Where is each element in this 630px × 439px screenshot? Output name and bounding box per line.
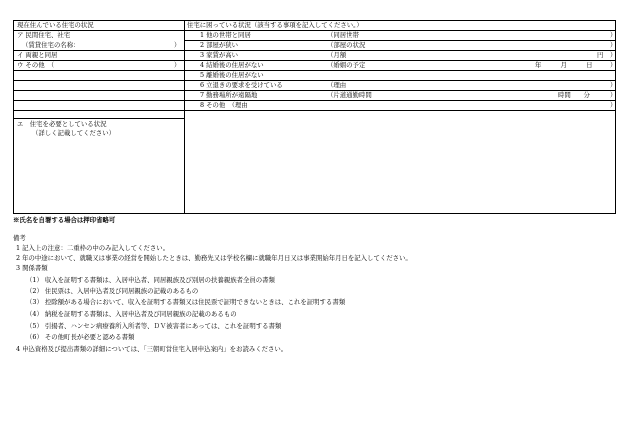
trouble-label-8: 8 その他 （理由 bbox=[200, 101, 248, 109]
trouble-field-2: （部屋の状況 bbox=[327, 41, 366, 49]
left-blank-row-1[interactable] bbox=[14, 71, 184, 81]
trouble-label-3: 3 家賃が高い bbox=[200, 51, 239, 59]
remark-line: （4） 納税を証明する書類は、入居申込者及び同居親族の記載のあるもの bbox=[26, 310, 237, 318]
trouble-unit-3: 円 bbox=[597, 51, 604, 59]
trouble-close-8: ） bbox=[610, 101, 617, 109]
trouble-field-1: （同居世帯 bbox=[327, 31, 359, 39]
left-blank-row-5[interactable] bbox=[14, 111, 184, 119]
remarks-title: 備考 bbox=[13, 234, 26, 242]
rental-name-label: （賃貸住宅の名称： bbox=[22, 41, 80, 49]
signature-note: ※氏名を自署する場合は押印省略可 bbox=[13, 216, 116, 224]
housing-trouble-header: 住宅に困っている状況（該当する事項を記入してください。） bbox=[187, 21, 363, 29]
trouble-close-2: ） bbox=[610, 41, 617, 49]
trouble-close-6: ） bbox=[610, 81, 617, 89]
trouble-row-2[interactable] bbox=[184, 41, 615, 51]
remark-line: （5） 引揚者、ハンセン病療養所入所者等、ＤＶ被害者にあっては、これを証明する書類 bbox=[26, 322, 282, 330]
other-housing-label: ウ その他 （ bbox=[17, 61, 55, 69]
remark-line: （6） その他町長が必要と認める書類 bbox=[26, 333, 135, 341]
trouble-row-5[interactable] bbox=[184, 71, 615, 81]
remark-line: 4 申込資格及び提出書類の詳細については、「三朝町営住宅入居申込案内」をお読みください。 bbox=[16, 345, 288, 353]
remark-line: （2） 住民票は、入居申込者及び同居親族の記載のあるもの bbox=[26, 287, 199, 295]
current-housing-column bbox=[14, 21, 185, 213]
housing-trouble-column bbox=[184, 21, 615, 213]
left-header-row bbox=[14, 21, 184, 31]
with-parents-row[interactable] bbox=[14, 51, 184, 61]
left-blank-row-2[interactable] bbox=[14, 81, 184, 91]
rental-name-close: ） bbox=[174, 41, 181, 49]
trouble-close-7: ） bbox=[610, 91, 617, 99]
left-blank-row-4[interactable] bbox=[14, 101, 184, 111]
trouble-row-3[interactable] bbox=[184, 51, 615, 61]
trouble-unit-4: 年 月 日 bbox=[535, 61, 593, 69]
trouble-label-6: 6 立退きの要求を受けている bbox=[200, 81, 283, 89]
trouble-field-4: （婚姻の予定 bbox=[327, 61, 366, 69]
left-blank-row-3[interactable] bbox=[14, 91, 184, 101]
trouble-close-1: ） bbox=[610, 31, 617, 39]
trouble-field-6: （理由 bbox=[327, 81, 347, 89]
remark-line: （3） 控除額がある場合において、収入を証明する書類又は住民票で証明できないときは、これを証明する書類 bbox=[26, 298, 346, 306]
right-header-row bbox=[184, 21, 615, 31]
other-housing-close: ） bbox=[174, 61, 181, 69]
remark-line: 2 年の中途において、就職又は事業の経営を開始したときは、勤務先又は学校名欄に就職年月日又は事業開始年月日を記入してください。 bbox=[16, 254, 412, 262]
trouble-field-7: （片道通勤時間 bbox=[327, 91, 372, 99]
trouble-row-1[interactable] bbox=[184, 31, 615, 41]
housing-status-table bbox=[13, 20, 616, 214]
with-parents-label: イ 両親と同居 bbox=[17, 51, 58, 59]
trouble-close-3: ） bbox=[610, 51, 617, 59]
private-housing-label: ア 民間住宅、社宅 bbox=[17, 31, 71, 39]
remark-line: （1） 収入を証明する書類は、入居申込者、同居親族及び別居の扶養親族者全員の書類 bbox=[26, 276, 275, 284]
trouble-row-6[interactable] bbox=[184, 81, 615, 91]
trouble-field-3: （月額 bbox=[327, 51, 347, 59]
trouble-row-8[interactable] bbox=[184, 101, 615, 111]
other-housing-row[interactable] bbox=[14, 61, 184, 71]
trouble-label-1: 1 他の世帯と同居 bbox=[200, 31, 251, 39]
trouble-label-2: 2 部屋が狭い bbox=[200, 41, 239, 49]
trouble-label-4: 4 結婚後の住居がない bbox=[200, 61, 264, 69]
rental-name-row[interactable] bbox=[14, 41, 184, 51]
housing-need-label: エ 住宅を必要としている状況 bbox=[17, 120, 107, 128]
housing-need-box[interactable] bbox=[14, 119, 184, 213]
housing-need-sub: （詳しく記載してください） bbox=[32, 129, 116, 137]
trouble-row-4[interactable] bbox=[184, 61, 615, 71]
trouble-close-4: ） bbox=[610, 61, 617, 69]
trouble-label-7: 7 勤務場所が遠隔地 bbox=[200, 91, 258, 99]
trouble-row-7[interactable] bbox=[184, 91, 615, 101]
remark-line: 1 記入上の注意：二重枠の中のみ記入してください。 bbox=[16, 244, 170, 252]
private-housing-row bbox=[14, 31, 184, 41]
remark-line: 3 関係書類 bbox=[16, 264, 48, 272]
trouble-unit-7: 時間 分 bbox=[558, 91, 590, 99]
current-housing-header: 現在住んでいる住宅の状況 bbox=[17, 21, 94, 29]
trouble-label-5: 5 離婚後の住居がない bbox=[200, 71, 264, 79]
